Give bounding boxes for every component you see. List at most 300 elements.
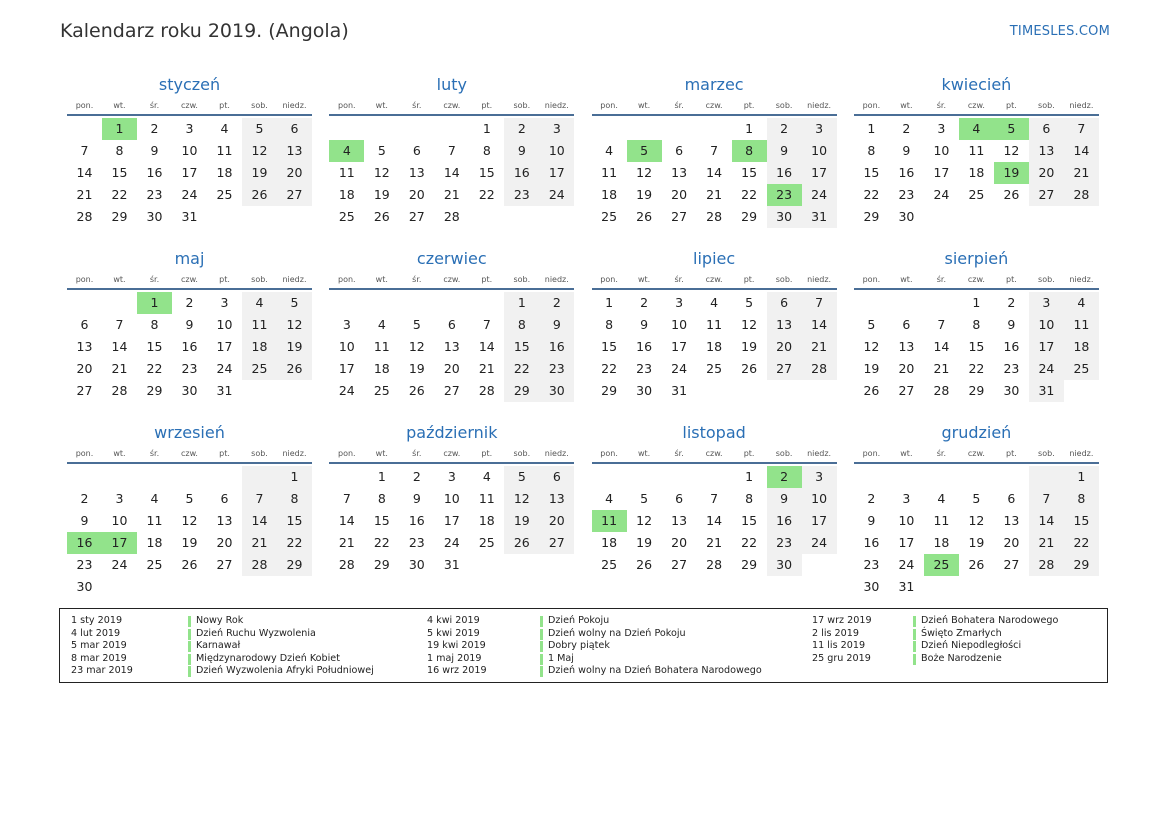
month-11 [592, 422, 837, 596]
day-cell: 7 [1029, 488, 1064, 510]
day-cell: 1 [867, 121, 876, 136]
month-name: sierpień [944, 249, 1009, 268]
day-cell: 21 [933, 361, 950, 376]
weekday-label: wt. [637, 275, 651, 284]
weekday-label: sob. [251, 101, 268, 110]
day-cell: 14 [111, 339, 128, 354]
day-cell: 10 [338, 339, 355, 354]
day-cell: 25 [924, 554, 959, 576]
day-cell: 9 [902, 143, 911, 158]
page-title: Kalendarz roku 2019. (Angola) [60, 20, 349, 42]
day-cell: 3 [675, 295, 684, 310]
day-cell: 1 [482, 121, 491, 136]
legend-names-column [188, 615, 374, 678]
days-grid [67, 292, 312, 402]
weekday-header [67, 270, 312, 290]
day-cell: 1 [277, 466, 312, 488]
day-cell: 3 [539, 118, 574, 140]
day-cell: 9 [867, 513, 876, 528]
day-cell: 2 [539, 292, 574, 314]
weekday-header [854, 444, 1099, 464]
day-cell: 12 [504, 488, 539, 510]
day-cell: 23 [408, 535, 425, 550]
weekday-label: czw. [181, 449, 198, 458]
day-cell: 8 [115, 143, 124, 158]
month-name: maj [174, 249, 205, 268]
day-cell: 6 [675, 143, 684, 158]
weekday-label: pon. [600, 275, 618, 284]
day-cell: 15 [1064, 510, 1099, 532]
weekday-label: pt. [219, 449, 230, 458]
day-cell: 4 [1064, 292, 1099, 314]
day-cell: 6 [675, 491, 684, 506]
holiday-name: Święto Zmarłych [913, 628, 1058, 641]
holiday-date: 4 lut 2019 [71, 627, 121, 639]
month-name: luty [436, 75, 467, 94]
holiday-name: Dzień Wyzwolenia Afryki Południowej [188, 665, 374, 678]
holiday-name: Dzień wolny na Dzień Pokoju [540, 628, 762, 641]
month-12 [854, 422, 1099, 596]
weekday-label: pt. [1006, 449, 1017, 458]
day-cell: 23 [76, 557, 93, 572]
month-name: listopad [682, 423, 746, 442]
day-cell: 30 [408, 557, 425, 572]
day-cell: 16 [767, 162, 802, 184]
weekday-header [854, 96, 1099, 116]
empty-day [889, 466, 924, 488]
day-cell: 13 [898, 339, 915, 354]
day-cell: 5 [867, 317, 876, 332]
day-cell: 4 [482, 469, 491, 484]
day-cell: 11 [478, 491, 495, 506]
weekday-label: wt. [900, 449, 913, 458]
weekday-header [854, 270, 1099, 290]
day-cell: 6 [220, 491, 229, 506]
weekday-label: pon. [862, 449, 881, 458]
empty-day [1029, 466, 1064, 488]
day-cell: 13 [277, 140, 312, 162]
day-cell: 23 [539, 358, 574, 380]
day-cell: 10 [111, 513, 128, 528]
weekday-label: śr. [412, 449, 422, 458]
day-cell: 22 [277, 532, 312, 554]
day-cell: 27 [1029, 184, 1064, 206]
day-cell: 14 [443, 165, 460, 180]
day-cell: 7 [937, 317, 946, 332]
day-cell: 16 [67, 532, 102, 554]
day-cell: 21 [76, 187, 93, 202]
weekday-label: niedz. [282, 449, 307, 458]
day-cell: 28 [111, 383, 128, 398]
weekday-label: śr. [674, 275, 684, 284]
weekday-label: wt. [113, 449, 126, 458]
day-cell: 2 [1007, 295, 1016, 310]
weekday-label: sob. [513, 101, 531, 110]
day-cell: 25 [146, 557, 163, 572]
weekday-label: pt. [743, 101, 755, 110]
day-cell: 10 [671, 317, 688, 332]
month-10 [329, 422, 574, 596]
day-cell: 5 [994, 118, 1029, 140]
month-6 [329, 248, 574, 422]
day-cell: 27 [277, 184, 312, 206]
day-cell: 2 [902, 121, 911, 136]
day-cell: 2 [412, 469, 421, 484]
day-cell: 26 [242, 184, 277, 206]
holiday-name: Karnawał [188, 640, 374, 653]
day-cell: 4 [329, 140, 364, 162]
holiday-date: 17 wrz 2019 [812, 615, 872, 626]
weekday-label: niedz. [807, 101, 832, 110]
day-cell: 10 [539, 140, 574, 162]
day-cell: 25 [478, 535, 495, 550]
day-cell: 8 [1064, 488, 1099, 510]
day-cell: 16 [898, 165, 915, 180]
weekday-label: czw. [705, 449, 723, 458]
empty-day [662, 466, 697, 488]
month-name: wrzesień [154, 423, 225, 442]
empty-day [697, 118, 732, 140]
day-cell: 12 [1003, 143, 1020, 158]
day-cell: 28 [706, 557, 723, 572]
day-cell: 15 [601, 339, 618, 354]
weekday-header [592, 444, 837, 464]
weekday-header [592, 96, 837, 116]
weekday-label: czw. [181, 275, 198, 284]
day-cell: 13 [767, 314, 802, 336]
weekday-label: pon. [338, 101, 356, 110]
day-cell: 24 [111, 557, 128, 572]
day-cell: 22 [741, 187, 758, 202]
weekday-header [329, 96, 574, 116]
day-cell: 4 [242, 292, 277, 314]
day-cell: 17 [802, 510, 837, 532]
weekday-header [592, 270, 837, 290]
day-cell: 17 [216, 339, 233, 354]
day-cell: 30 [898, 209, 915, 224]
weekday-label: wt. [900, 275, 913, 284]
day-cell: 18 [242, 336, 277, 358]
day-cell: 18 [706, 339, 723, 354]
empty-day [889, 292, 924, 314]
weekday-label: pt. [481, 275, 493, 284]
day-cell: 18 [1064, 336, 1099, 358]
day-cell: 19 [863, 361, 880, 376]
day-cell: 14 [706, 165, 723, 180]
day-cell: 7 [80, 143, 89, 158]
weekday-label: śr. [936, 101, 947, 110]
day-cell: 26 [863, 383, 880, 398]
day-cell: 22 [504, 358, 539, 380]
day-cell: 26 [181, 557, 198, 572]
day-cell: 14 [76, 165, 93, 180]
month-3 [592, 74, 837, 248]
day-cell: 4 [377, 317, 386, 332]
day-cell: 21 [478, 361, 495, 376]
day-cell: 11 [338, 165, 355, 180]
day-cell: 29 [863, 209, 880, 224]
day-cell: 9 [412, 491, 421, 506]
empty-day [627, 118, 662, 140]
empty-day [172, 466, 207, 488]
weekday-header [67, 96, 312, 116]
days-grid [854, 466, 1099, 598]
days-grid [67, 118, 312, 228]
holiday-date: 16 wrz 2019 [427, 665, 487, 676]
day-cell: 22 [1064, 532, 1099, 554]
day-cell: 15 [504, 336, 539, 358]
days-grid [854, 292, 1099, 402]
weekday-label: sob. [1038, 449, 1055, 458]
day-cell: 1 [102, 118, 137, 140]
day-cell: 22 [968, 361, 985, 376]
day-cell: 12 [242, 140, 277, 162]
day-cell: 28 [242, 554, 277, 576]
day-cell: 14 [802, 314, 837, 336]
day-cell: 10 [1029, 314, 1064, 336]
day-cell: 19 [277, 336, 312, 358]
day-cell: 17 [671, 339, 688, 354]
day-cell: 25 [601, 209, 618, 224]
weekday-label: czw. [967, 101, 985, 110]
empty-day [399, 292, 434, 314]
weekday-label: niedz. [544, 449, 569, 458]
month-8 [854, 248, 1099, 422]
weekday-label: pon. [75, 275, 94, 284]
day-cell: 29 [504, 380, 539, 402]
holiday-name: Nowy Rok [188, 615, 374, 628]
day-cell: 11 [216, 143, 233, 158]
day-cell: 5 [504, 466, 539, 488]
legend-dates-column [427, 615, 487, 678]
weekday-label: śr. [936, 449, 947, 458]
days-grid [67, 466, 312, 598]
day-cell: 27 [898, 383, 915, 398]
day-cell: 18 [216, 165, 233, 180]
day-cell: 30 [767, 206, 802, 228]
day-cell: 20 [277, 162, 312, 184]
day-cell: 17 [898, 535, 915, 550]
site-link[interactable]: TIMESLES.COM [1009, 24, 1110, 39]
day-cell: 5 [972, 491, 981, 506]
day-cell: 19 [181, 535, 198, 550]
days-grid [592, 292, 837, 402]
day-cell: 14 [1029, 510, 1064, 532]
day-cell: 9 [539, 314, 574, 336]
day-cell: 23 [898, 187, 915, 202]
weekday-label: śr. [149, 275, 160, 284]
day-cell: 15 [277, 510, 312, 532]
day-cell: 27 [408, 209, 425, 224]
day-cell: 13 [671, 165, 688, 180]
day-cell: 20 [671, 187, 688, 202]
day-cell: 25 [338, 209, 355, 224]
holiday-name: Dzień Ruchu Wyzwolenia [188, 628, 374, 641]
day-cell: 13 [76, 339, 93, 354]
holiday-date: 4 kwi 2019 [427, 615, 480, 626]
day-cell: 28 [443, 209, 460, 224]
weekday-label: niedz. [807, 449, 832, 458]
day-cell: 28 [338, 557, 355, 572]
empty-day [329, 118, 364, 140]
weekday-label: pon. [862, 275, 881, 284]
weekday-label: wt. [375, 101, 388, 110]
weekday-label: sob. [513, 449, 531, 458]
holiday-date: 1 sty 2019 [71, 615, 123, 626]
day-cell: 16 [181, 339, 198, 354]
day-cell: 19 [242, 162, 277, 184]
weekday-label: śr. [674, 449, 684, 458]
day-cell: 6 [80, 317, 89, 332]
day-cell: 31 [671, 383, 688, 398]
weekday-label: pt. [219, 101, 230, 110]
day-cell: 16 [504, 162, 539, 184]
day-cell: 1 [972, 295, 981, 310]
day-cell: 9 [1007, 317, 1016, 332]
day-cell: 25 [601, 557, 618, 572]
day-cell: 30 [636, 383, 653, 398]
day-cell: 17 [102, 532, 137, 554]
empty-day [329, 466, 364, 488]
day-cell: 24 [802, 184, 837, 206]
empty-day [959, 466, 994, 488]
day-cell: 15 [478, 165, 495, 180]
day-cell: 28 [1029, 554, 1064, 576]
day-cell: 2 [80, 491, 89, 506]
empty-day [854, 292, 889, 314]
day-cell: 16 [863, 535, 880, 550]
day-cell: 12 [741, 317, 758, 332]
weekday-label: niedz. [544, 275, 569, 284]
day-cell: 1 [745, 121, 754, 136]
legend-names-column [913, 615, 1058, 665]
month-name: kwiecień [941, 75, 1012, 94]
day-cell: 26 [968, 557, 985, 572]
holiday-name: Międzynarodowy Dzień Kobiet [188, 653, 374, 666]
empty-day [67, 292, 102, 314]
day-cell: 3 [447, 469, 456, 484]
days-grid [592, 466, 837, 576]
day-cell: 7 [242, 488, 277, 510]
day-cell: 30 [863, 579, 880, 594]
weekday-label: pon. [75, 449, 94, 458]
holiday-date: 25 gru 2019 [812, 652, 871, 664]
weekday-label: niedz. [1069, 449, 1094, 458]
month-9 [67, 422, 312, 596]
weekday-label: sob. [775, 101, 793, 110]
weekday-label: sob. [775, 449, 793, 458]
day-cell: 23 [181, 361, 198, 376]
day-cell: 22 [373, 535, 390, 550]
weekday-label: pt. [743, 275, 755, 284]
holiday-date: 23 mar 2019 [71, 665, 133, 676]
day-cell: 20 [408, 187, 425, 202]
day-cell: 24 [898, 557, 915, 572]
weekday-header [329, 270, 574, 290]
days-grid [329, 292, 574, 402]
holiday-name: Dzień Bohatera Narodowego [913, 615, 1058, 628]
day-cell: 15 [111, 165, 128, 180]
day-cell: 13 [539, 488, 574, 510]
day-cell: 18 [601, 535, 618, 550]
day-cell: 17 [181, 165, 198, 180]
day-cell: 13 [443, 339, 460, 354]
day-cell: 4 [220, 121, 229, 136]
day-cell: 23 [767, 184, 802, 206]
day-cell: 18 [478, 513, 495, 528]
day-cell: 8 [867, 143, 876, 158]
day-cell: 29 [741, 209, 758, 224]
day-cell: 13 [1029, 140, 1064, 162]
day-cell: 7 [802, 292, 837, 314]
legend-dates-column [71, 615, 133, 678]
day-cell: 14 [933, 339, 950, 354]
empty-day [627, 466, 662, 488]
day-cell: 2 [150, 121, 159, 136]
month-name: październik [406, 423, 498, 442]
empty-day [592, 118, 627, 140]
day-cell: 2 [185, 295, 194, 310]
day-cell: 27 [216, 557, 233, 572]
day-cell: 25 [968, 187, 985, 202]
day-cell: 25 [373, 383, 390, 398]
day-cell: 23 [504, 184, 539, 206]
day-cell: 14 [1064, 140, 1099, 162]
day-cell: 20 [76, 361, 93, 376]
day-cell: 4 [150, 491, 159, 506]
month-2 [329, 74, 574, 248]
day-cell: 16 [1003, 339, 1020, 354]
weekday-label: niedz. [1069, 101, 1094, 110]
empty-day [662, 118, 697, 140]
day-cell: 18 [338, 187, 355, 202]
day-cell: 4 [605, 143, 614, 158]
day-cell: 6 [412, 143, 421, 158]
day-cell: 19 [504, 510, 539, 532]
day-cell: 27 [767, 358, 802, 380]
day-cell: 28 [802, 358, 837, 380]
day-cell: 20 [216, 535, 233, 550]
weekday-label: niedz. [282, 275, 307, 284]
weekday-label: śr. [674, 101, 684, 110]
day-cell: 12 [181, 513, 198, 528]
day-cell: 27 [671, 557, 688, 572]
weekday-label: pt. [1006, 275, 1017, 284]
day-cell: 19 [408, 361, 425, 376]
day-cell: 26 [408, 383, 425, 398]
day-cell: 12 [636, 165, 653, 180]
day-cell: 21 [443, 187, 460, 202]
day-cell: 19 [636, 535, 653, 550]
day-cell: 21 [1064, 162, 1099, 184]
day-cell: 10 [898, 513, 915, 528]
day-cell: 11 [373, 339, 390, 354]
day-cell: 28 [706, 209, 723, 224]
day-cell: 3 [802, 118, 837, 140]
day-cell: 29 [146, 383, 163, 398]
day-cell: 11 [706, 317, 723, 332]
day-cell: 2 [767, 466, 802, 488]
day-cell: 5 [640, 491, 649, 506]
day-cell: 17 [443, 513, 460, 528]
holiday-legend [59, 608, 1108, 683]
day-cell: 8 [605, 317, 614, 332]
day-cell: 10 [802, 488, 837, 510]
empty-day [364, 292, 399, 314]
day-cell: 1 [745, 469, 754, 484]
day-cell: 16 [146, 165, 163, 180]
day-cell: 17 [539, 162, 574, 184]
